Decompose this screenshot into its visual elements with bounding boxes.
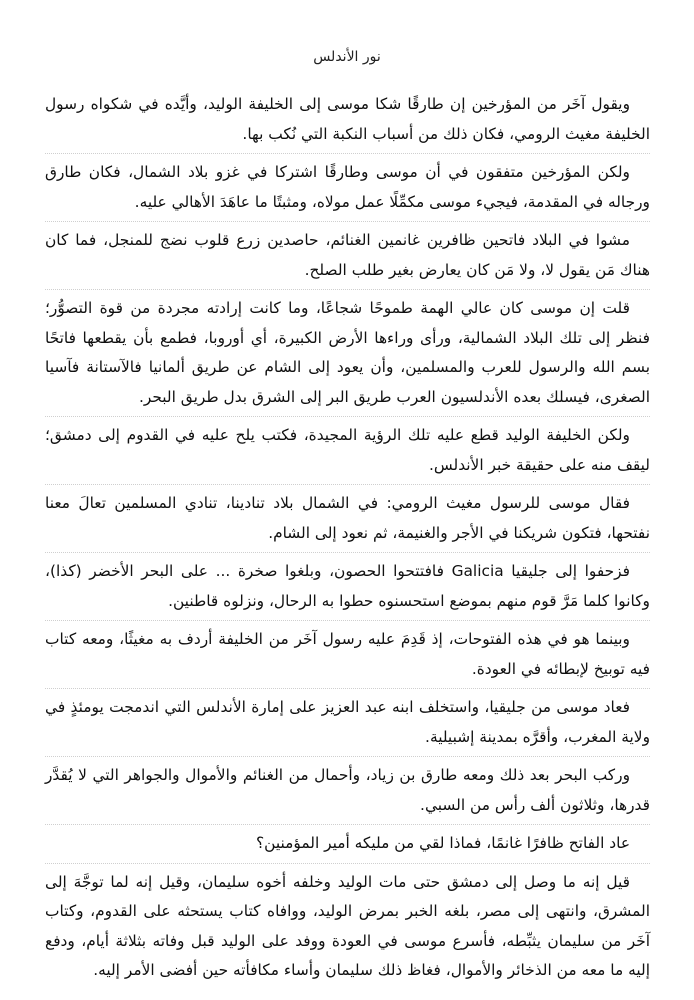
running-header: نور الأندلس xyxy=(313,49,381,65)
paragraph: فقال موسى للرسول مغيث الرومي: في الشمال بلاد تنادينا، تنادي المسلمين تعالَ معنا نفتحها، فتكون شريكنا في الأجر والغنيمة، ثم نعود إلى الشام. xyxy=(45,494,650,542)
paragraph-divider xyxy=(45,824,650,825)
paragraph: فزحفوا إلى جليقيا Galicia فافتتحوا الحصون، وبلغوا صخرة ... على البحر الأخضر (كذا)، وكانوا كلما مَرَّ قوم منهم بموضع استحسنوه حطوا به الرحال، ونزلوه قاطنين. xyxy=(45,562,650,610)
paragraph-divider xyxy=(45,552,650,553)
paragraph: ويقول آخَر من المؤرخين إن طارقًا شكا موسى إلى الخليفة الوليد، وأيَّده في شكواه رسول الخليفة مغيث الرومي، فكان ذلك من أسباب النكبة التي نُكب بها. xyxy=(45,95,650,143)
paragraph: ولكن المؤرخين متفقون في أن موسى وطارقًا اشتركا في غزو بلاد الشمال، فكان طارق ورجاله في المقدمة، فيجيء موسى مكمِّلًا عمل مولاه، ومثبتًا ما عاهَدَ الأهالي عليه. xyxy=(45,163,650,211)
paragraph: فعاد موسى من جليقيا، واستخلف ابنه عبد العزيز على إمارة الأندلس التي اندمجت يومئذٍ في ولاية المغرب، وأقرَّه بمدينة إشبيلية. xyxy=(45,698,650,746)
paragraph: وبينما هو في هذه الفتوحات، إذ قَدِمَ عليه رسول آخَر من الخليفة أردف به مغيثًا، ومعه كتاب فيه توبيخ لإبطائه في العودة. xyxy=(45,630,650,678)
paragraph-divider xyxy=(45,863,650,864)
paragraph-divider xyxy=(45,221,650,222)
paragraph: مشوا في البلاد فاتحين ظافرين غانمين الغنائم، حاصدين زرع قلوب نضج للمنجل، فما كان هناك مَن يقول لا، ولا مَن كان يعارض بغير طلب الصلح. xyxy=(45,231,650,279)
paragraph-divider xyxy=(45,153,650,154)
paragraph-divider xyxy=(45,484,650,485)
paragraph: عاد الفاتح ظافرًا غانمًا، فماذا لقي من مليكه أمير المؤمنين؟ xyxy=(255,834,630,852)
paragraph: وركب البحر بعد ذلك ومعه طارق بن زياد، وأحمال من الغنائم والأموال والجواهر التي لا يُقدَّر قدرها، وثلاثون ألف رأس من السبي. xyxy=(45,766,650,814)
paragraph: ولكن الخليفة الوليد قطع عليه تلك الرؤية المجيدة، فكتب يلح عليه في القدوم إلى دمشق؛ ليقف منه على حقيقة خبر الأندلس. xyxy=(45,426,650,474)
paragraph: قيل إنه ما وصل إلى دمشق حتى مات الوليد وخلفه أخوه سليمان، وقيل إنه لما توجَّهَ إلى المشرق، وانتهى إلى مصر، بلغه الخبر بمرض الوليد، ووافاه كتاب يستحثه على القدوم، وكتاب آخَر من سليمان يثبِّطه، فأسرع موسى في العودة ووفد على الوليد قبل وفاته بثلاثة أيام، ودفع إليه ما معه من الذخائر والأموال، فغاظ ذلك سليمان وأساء مكافأته حين أفضى الأمر إليه. xyxy=(45,872,650,979)
paragraph-divider xyxy=(45,289,650,290)
paragraph-divider xyxy=(45,620,650,621)
body-text xyxy=(45,90,650,990)
paragraph-divider xyxy=(45,688,650,689)
paragraph-divider xyxy=(45,756,650,757)
paragraph: قلت إن موسى كان عالي الهمة طموحًا شجاعًا، وما كانت إرادته مجردة من قوة التصوُّر؛ فنظر إلى تلك البلاد الشمالية، ورأى وراءها الأرض الكبيرة، أي أوروبا، فطمع بأن يقطعها فاتحًا بسم الله والرسول للعرب والمسلمين، وأن يعود إلى الشام عن طريق ألمانيا فالآستانة فآسيا الصغرى، فيسلك بعده الأندلسيون العرب طريق البر إلى الشرق بدل طريق البحر. xyxy=(45,299,650,406)
paragraph-divider xyxy=(45,416,650,417)
